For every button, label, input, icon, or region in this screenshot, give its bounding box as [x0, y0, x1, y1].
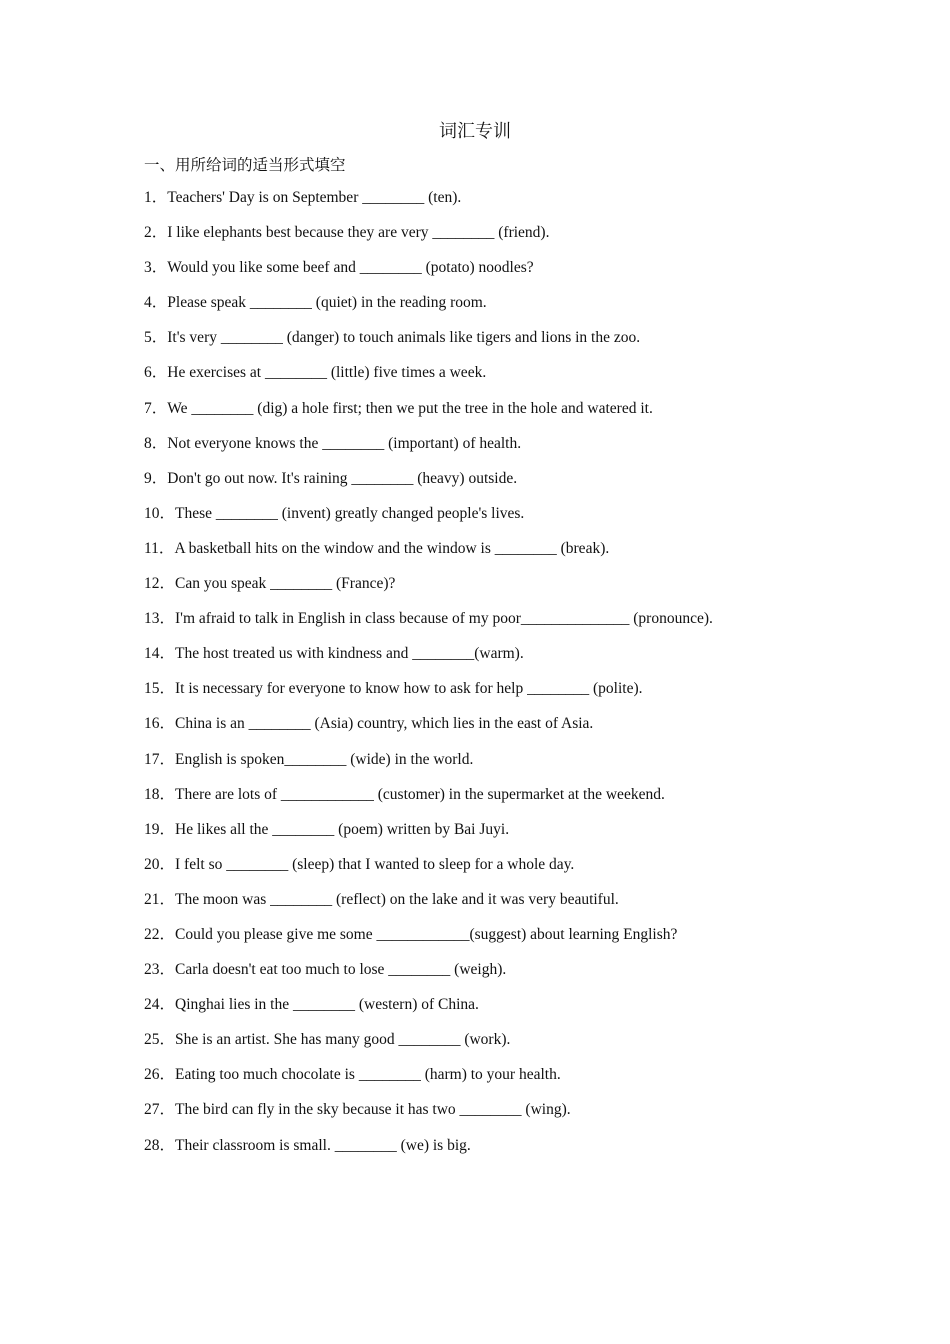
question-text: Don't go out now. It's raining ________ (heavy) outside. — [167, 469, 518, 487]
question-text: The host treated us with kindness and ________(warm). — [175, 645, 524, 663]
question-number: 8． — [144, 434, 168, 452]
question-number: 25． — [144, 1031, 176, 1049]
question-text: She is an artist. She has many good ________ (work). — [175, 1031, 511, 1049]
question-number: 3． — [144, 259, 168, 277]
question-item — [144, 889, 844, 924]
question-item — [144, 1135, 844, 1170]
question-text: I felt so ________ (sleep) that I wanted to sleep for a whole day. — [175, 855, 575, 873]
page-title: 词汇专训 — [439, 121, 511, 142]
question-number: 28． — [144, 1136, 176, 1154]
question-text: It's very ________ (danger) to touch animals like tigers and lions in the zoo. — [167, 329, 641, 347]
question-text: A basketball hits on the window and the window is ________ (break). — [174, 539, 610, 557]
question-number: 1． — [144, 189, 168, 206]
question-text: We ________ (dig) a hole first; then we put the tree in the hole and watered it. — [167, 399, 653, 417]
question-item — [144, 1029, 844, 1064]
question-number: 10． — [144, 504, 176, 522]
question-text: I'm afraid to talk in English in class because of my poor______________ (pronounce). — [175, 610, 713, 628]
question-text: He exercises at ________ (little) five times a week. — [167, 364, 487, 382]
question-item — [144, 924, 844, 959]
question-text: Not everyone knows the ________ (important) of health. — [167, 434, 522, 452]
question-item — [144, 327, 844, 362]
question-item — [144, 538, 844, 573]
question-number: 26． — [144, 1066, 176, 1084]
question-item — [144, 784, 844, 819]
question-item — [144, 503, 844, 538]
question-item — [144, 1099, 844, 1134]
question-number: 4． — [144, 294, 168, 312]
question-text: Can you speak ________ (France)? — [175, 575, 396, 593]
question-number: 24． — [144, 996, 176, 1014]
question-number: 11． — [144, 539, 175, 557]
question-text: Their classroom is small. ________ (we) is big. — [175, 1136, 471, 1154]
question-text: Qinghai lies in the ________ (western) of China. — [175, 996, 479, 1014]
question-number: 23． — [144, 961, 176, 979]
question-number: 19． — [144, 820, 176, 838]
question-item — [144, 608, 844, 643]
question-item — [144, 362, 844, 397]
question-number: 9． — [144, 469, 168, 487]
question-number: 6． — [144, 364, 168, 382]
question-number: 5． — [144, 329, 168, 347]
question-text: China is an ________ (Asia) country, which lies in the east of Asia. — [175, 715, 594, 733]
question-item — [144, 1064, 844, 1099]
question-text: These ________ (invent) greatly changed people's lives. — [175, 504, 525, 522]
question-text: There are lots of ____________ (customer) in the supermarket at the weekend. — [175, 785, 665, 803]
section-heading: 一、用所给词的适当形式填空 — [144, 156, 346, 174]
question-item — [144, 398, 844, 433]
question-item — [144, 678, 844, 713]
question-item — [144, 292, 844, 327]
question-number: 22． — [144, 925, 176, 943]
question-list — [144, 187, 844, 1170]
question-item — [144, 749, 844, 784]
question-item — [144, 222, 844, 257]
question-number: 15． — [144, 680, 176, 698]
question-number: 16． — [144, 715, 176, 733]
question-item — [144, 573, 844, 608]
question-item — [144, 819, 844, 854]
question-number: 20． — [144, 855, 176, 873]
question-text: Please speak ________ (quiet) in the reading room. — [167, 294, 487, 312]
question-text: Eating too much chocolate is ________ (harm) to your health. — [175, 1066, 561, 1084]
question-number: 14． — [144, 645, 176, 663]
question-item — [144, 854, 844, 889]
question-text: It is necessary for everyone to know how to ask for help ________ (polite). — [175, 680, 643, 698]
question-text: Could you please give me some ____________(suggest) about learning English? — [175, 925, 678, 943]
question-text: Teachers' Day is on September ________ (ten). — [167, 189, 462, 206]
question-item — [144, 433, 844, 468]
question-item — [144, 187, 844, 222]
question-item — [144, 959, 844, 994]
question-number: 13． — [144, 610, 176, 628]
question-text: English is spoken________ (wide) in the world. — [175, 750, 474, 768]
question-item — [144, 713, 844, 748]
question-item — [144, 643, 844, 678]
question-text: Carla doesn't eat too much to lose ________ (weigh). — [175, 961, 507, 979]
question-number: 18． — [144, 785, 176, 803]
question-text: I like elephants best because they are very ________ (friend). — [167, 224, 550, 242]
question-text: The moon was ________ (reflect) on the lake and it was very beautiful. — [175, 890, 619, 908]
question-text: The bird can fly in the sky because it has two ________ (wing). — [175, 1101, 571, 1119]
question-item — [144, 468, 844, 503]
question-number: 2． — [144, 224, 168, 242]
question-item — [144, 994, 844, 1029]
question-number: 17． — [144, 750, 176, 768]
question-text: Would you like some beef and ________ (potato) noodles? — [167, 259, 534, 277]
question-number: 12． — [144, 575, 176, 593]
question-number: 21． — [144, 890, 176, 908]
question-number: 27． — [144, 1101, 176, 1119]
question-item — [144, 257, 844, 292]
question-text: He likes all the ________ (poem) written by Bai Juyi. — [175, 820, 510, 838]
question-number: 7． — [144, 399, 168, 417]
